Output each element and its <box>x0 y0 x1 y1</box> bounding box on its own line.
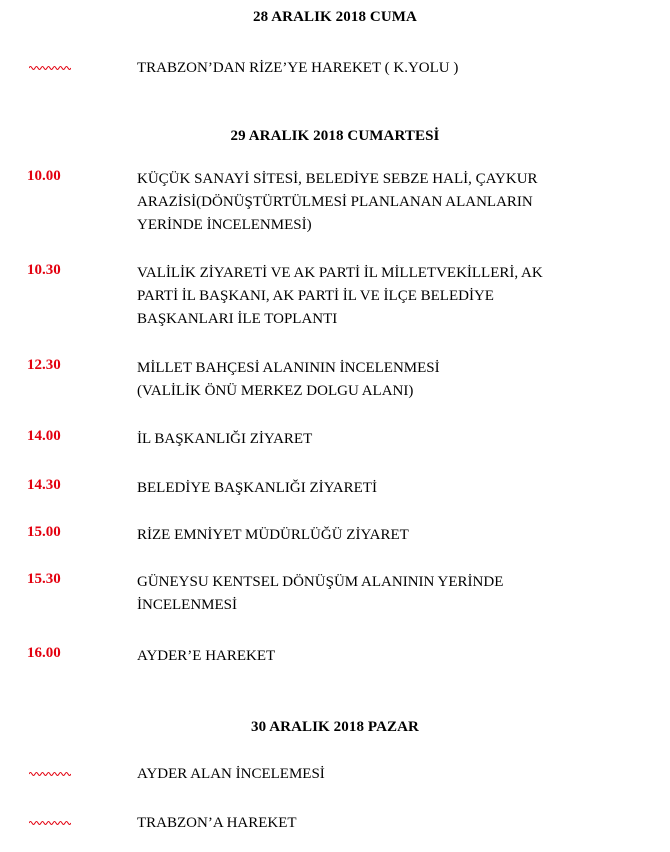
item-description: RİZE EMNİYET MÜDÜRLÜĞÜ ZİYARET <box>137 527 409 543</box>
item-description: MİLLET BAHÇESİ ALANININ İNCELENMESİ (VALİLİK ÖNÜ MERKEZ DOLGU ALANI) <box>137 360 440 399</box>
item-time: 10.30 <box>27 262 61 278</box>
item-time: 15.30 <box>27 571 61 587</box>
item-time: 14.30 <box>27 477 61 493</box>
day-heading-2: 29 ARALIK 2018 CUMARTESİ <box>230 128 440 144</box>
day-heading-3: 30 ARALIK 2018 PAZAR <box>251 719 419 735</box>
item-time: 14.00 <box>27 428 61 444</box>
squiggle-underline-icon <box>29 820 71 826</box>
squiggle-underline-icon <box>29 65 71 71</box>
item-description: TRABZON’DAN RİZE’YE HAREKET ( K.YOLU ) <box>137 60 459 76</box>
item-description: BELEDİYE BAŞKANLIĞI ZİYARETİ <box>137 480 377 496</box>
squiggle-underline-icon <box>29 771 71 777</box>
day-heading-1: 28 ARALIK 2018 CUMA <box>253 9 417 25</box>
item-description: TRABZON’A HAREKET <box>137 815 297 831</box>
item-time: 16.00 <box>27 645 61 661</box>
item-description: KÜÇÜK SANAYİ SİTESİ, BELEDİYE SEBZE HALİ, ÇAYKUR ARAZİSİ(DÖNÜŞTÜRTÜLMESİ PLANLANAN ALANLARIN YERİNDE İNCELENMESİ) <box>137 171 538 233</box>
item-description: İL BAŞKANLIĞI ZİYARET <box>137 431 313 447</box>
item-description: AYDER’E HAREKET <box>137 648 276 664</box>
item-time: 15.00 <box>27 524 61 540</box>
item-description: GÜNEYSU KENTSEL DÖNÜŞÜM ALANININ YERİNDE İNCELENMESİ <box>137 574 504 613</box>
item-time: 10.00 <box>27 168 61 184</box>
item-time: 12.30 <box>27 357 61 373</box>
item-description: AYDER ALAN İNCELEMESİ <box>137 766 325 782</box>
item-description: VALİLİK ZİYARETİ VE AK PARTİ İL MİLLETVEKİLLERİ, AK PARTİ İL BAŞKANI, AK PARTİ İL VE İLÇE BELEDİYE BAŞKANLARI İLE TOPLANTI <box>137 265 543 327</box>
